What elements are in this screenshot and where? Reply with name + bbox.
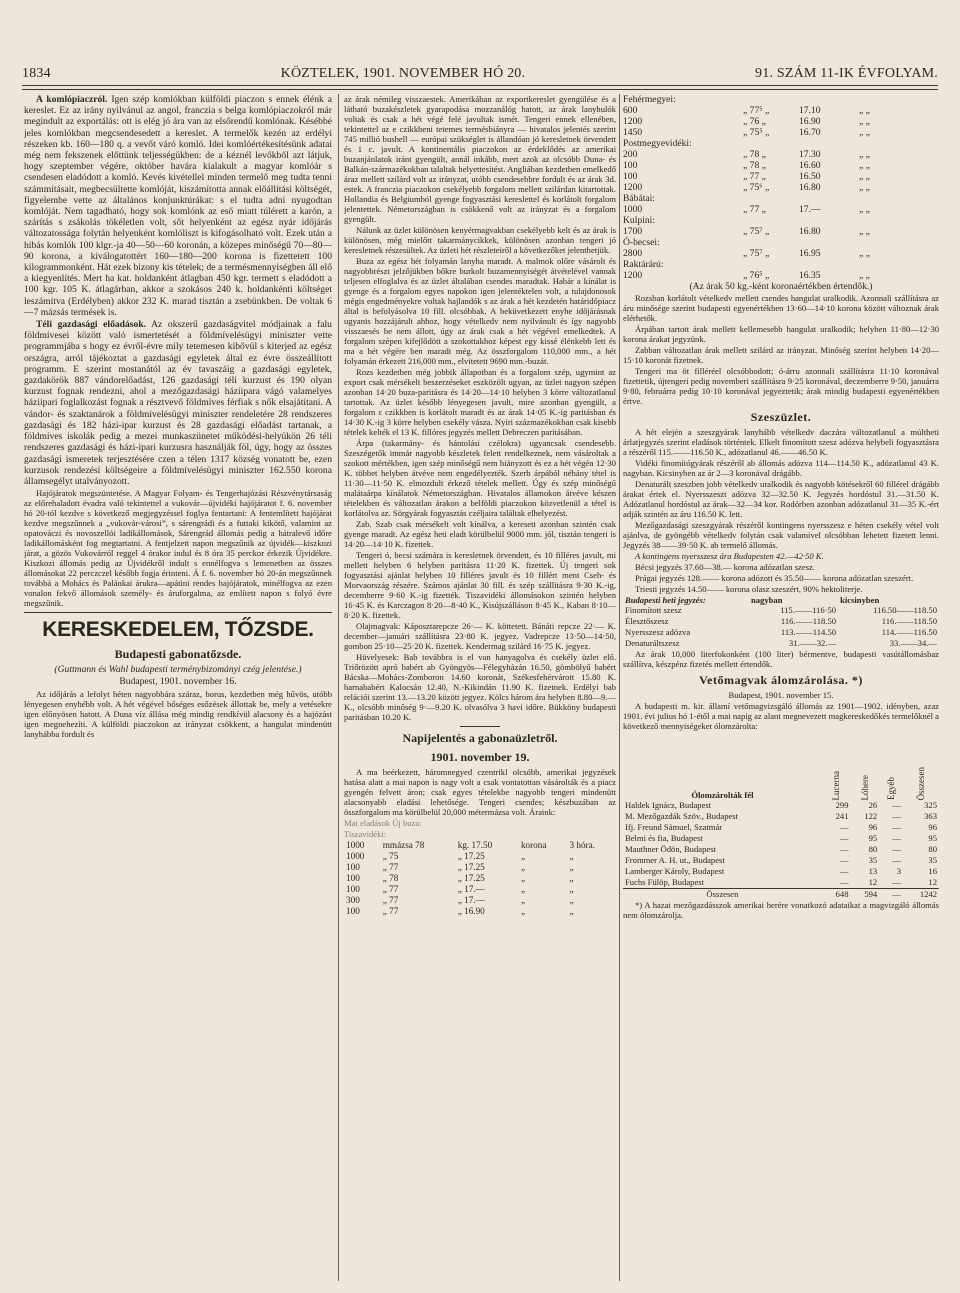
table-header-row (623, 595, 939, 605)
dealer: Frommer A. H. ut., Budapest (625, 855, 725, 866)
price-weight: „ 78 „ (743, 149, 766, 160)
price-label: Kulpini: (623, 215, 655, 226)
quantity: 100 (346, 884, 360, 894)
price-weight (743, 259, 799, 270)
page-header (22, 60, 938, 82)
table-row (623, 822, 939, 833)
price-label: 1200 (623, 182, 643, 193)
price: „ 17.25 (457, 862, 485, 872)
lucerna: — (839, 833, 849, 844)
price-value (799, 215, 859, 226)
price-row (623, 105, 939, 116)
price-row (623, 193, 939, 204)
budapest-tozsde-subtitle: (Guttmann és Wahl budapesti terménybizományi czég jelentése.) (54, 664, 302, 676)
unit-weight: „ 77 (382, 884, 399, 894)
osszesen: 96 (928, 822, 937, 833)
egyeb: — (892, 855, 901, 866)
rozs-paragraph: Rozsban korlátolt vételkedv mellett csendes hangulat uralkodik. Azonnali szállításra az áru minősége szerint budapesti egyenértékben 13·60—14·10 korona között változnak árak elérhetők. (623, 293, 939, 324)
price-row (623, 160, 939, 171)
table-row (623, 627, 939, 638)
buza-paragraph: Buza az egész hét folyamán lanyha maradt. A malmok olőre vásárolt és nagyobbrészt jelzőjükben bőkre burkolt buzamennyiségét átvételével vannak teljesen elfoglalva és az üzlet általában csendes maradtak. Habár a kínálat is gyenge és a forgalom egyes napokon igen jelentéktelen volt, a tulajdonosok mégis engedményekre voltak hajlandók s az árak a hét kezdetén határidőpiacz által is befolyásolva 10 fill. olcsóbbak. A beküvetkezett enyhe időjárásnak ugyanis hozzájárult ahhoz, hogy vételkedv nem nyilvánult és így nagyobb visszaesés be nem állott, úgy az árak csak a hét végével emelkedtek. A forgalom szépen kifejlődött a szokottakhoz képest egy kissé élénkebb lett és ma a hét végére ben maradt még. Az összforgalom 110,000 mm., a hét folyamán érkezett 216,000 mm., elvitetett 9690 mm.-buzát. (344, 256, 616, 366)
budapest-tozsde-date: Budapest, 1901. november 16. (119, 676, 237, 688)
komlo-article (24, 94, 332, 318)
osszesen: 12 (928, 877, 937, 888)
price-weight: „ 75⁷ „ (743, 248, 770, 259)
column-divider (338, 94, 339, 1281)
footnote: *) A hazai mezőgazdásszok amerikai herére vonatkozó adataikat a magvizgáló állomás nem ólomzárolja. (623, 900, 939, 921)
lucerna: 241 (835, 811, 849, 822)
price-weight: „ 75⁷ „ (743, 226, 770, 237)
price-value (799, 138, 859, 149)
price-wholesale: 113.——114.50 (780, 627, 837, 638)
price-label: 100 (623, 160, 638, 171)
col-lucerna-label: Lucerna (831, 770, 842, 801)
zab-paragraph: Zabban változatlan árak mellett szilárd az irányzat. Minőség szerint helyben 14·20—15·10 koronát fizetnek. (623, 345, 939, 366)
price-row (623, 94, 939, 105)
page-number: 1834 (22, 66, 51, 81)
product: Finomított szesz (625, 605, 682, 616)
currency: „ (520, 862, 526, 872)
lohere: 122 (864, 811, 878, 822)
egyeb: — (892, 844, 901, 855)
price-label: Raktárárú: (623, 259, 664, 270)
price-label: 600 (623, 105, 638, 116)
napijelentes-heading: Napijelentés a gabonaüzletről. (402, 731, 558, 745)
budapest-tozsde-heading: Budapesti gabonatőzsde. (114, 647, 242, 662)
issue-label: 91. SZÁM 11-IK ÉVFOLYAM. (755, 66, 938, 81)
vetomag-date: Budapest, 1901. november 15. (728, 690, 834, 701)
price-weight: „ 78 „ (743, 160, 766, 171)
price-weight: „ 76 „ (743, 116, 766, 127)
price-row (623, 138, 939, 149)
lucerna: — (839, 822, 849, 833)
price-weight (743, 237, 799, 248)
osszesen: 35 (928, 855, 937, 866)
lucerna: 299 (835, 800, 849, 811)
price-row (623, 259, 939, 270)
teli-article (24, 319, 332, 487)
col-osszesen (903, 732, 939, 800)
price-value: 17.— (799, 204, 821, 215)
tengeri-paragraph: Tengeri ma öt filléréel olcsóbbodott; ó-árru azonnali szállításra 11·10 koronával fizettetik, újtengeri pedig novemberi szállításra 9·25 koronával, deczemberre 9·50, januárra 9·80, februárra pedig 10·10 koronával jegyeztetik; árak mindig budapesti egyenértékben értve. (623, 366, 939, 407)
currency: „ (520, 851, 526, 861)
price-row (623, 237, 939, 248)
table-row (344, 873, 616, 884)
dealer: M. Mezőgazdák Szöv., Budapest (625, 811, 739, 822)
sales-heading: Mai eladások Új buza: (344, 818, 422, 828)
osszesen: 325 (924, 800, 937, 811)
price-value: 16.70 (799, 127, 821, 138)
lucerna: — (839, 844, 849, 855)
prices-note: (Az árak 50 kg.-ként koronaértékben értendők.) (689, 281, 873, 292)
dealer: Belmi és fia, Budapest (625, 833, 703, 844)
price: „ 17.— (457, 884, 485, 894)
section-heading-kereskedelem: KERESKEDELEM, TŐZSDE. (24, 612, 332, 643)
price-ditto: „ „ (859, 116, 870, 127)
column-2 (344, 94, 616, 1281)
komlo-title: A komlópiaczról. (36, 94, 108, 105)
arpa-paragraph: Árpa (takarmány- és hántolási czélokra) ugyancsak csendesebb. Szeszégetők immár nagyobb készletek felett rendelkeznek, nem vásároltak a szokott mértékben, igen szép minőségű nem hiányzott és ez a hét végén 12·30 K. többet helyben átvéve nem engedélyezték. Szerb árpából néhány tétel is 11·30—11·50 K. elmozdult érkező tételek mellett. Úgy és szép minőségű malátaárpa kínálatok Németországban. Hivatalos államokon átvéve készen tételekben és változatlan árakon a belföldi piaczokon közvetlenül a tétel is korlátolva az. Sörgyárak fogyasztás czéljaira találtak elhelyezést. (344, 438, 616, 518)
osszesen: 80 (928, 844, 937, 855)
price-row (623, 204, 939, 215)
price-row (623, 116, 939, 127)
price-label: 200 (623, 149, 638, 160)
becsi-price: Bécsi jegyzés 37.60—38.— korona adózatlan szesz. (635, 562, 815, 573)
table-row (623, 800, 939, 811)
price-ditto: „ „ (859, 160, 870, 171)
price-retail: 114.——116.50 (881, 627, 937, 638)
unit-weight: „ 77 (382, 862, 399, 872)
divider (460, 726, 500, 727)
price-value (799, 94, 859, 105)
price-label: Bábátai: (623, 193, 655, 204)
heti-title: Budapesti heti jegyzés: (625, 595, 706, 606)
price-value: 17.30 (799, 149, 821, 160)
price-row (623, 215, 939, 226)
product: Nyersszesz adózva (625, 627, 691, 638)
product: Denaturáltszesz (625, 638, 680, 649)
price-label: 1700 (623, 226, 643, 237)
dealer: Haldek Ignácz, Budapest (625, 800, 712, 811)
triesti-price: Triesti jegyzés 14.50—— korona olasz szeszért, 90% hektoliterje. (635, 584, 863, 595)
table-row (623, 844, 939, 855)
szesz-paragraph: Vidéki finomítógyárak részéről ab állomás adózva 114—114.50 K., adózatlanul 43 K. nagyban. Kicsinyben az ár 2—3 koronával drágább. (623, 458, 939, 479)
pragai-price: Prágai jegyzés 128.—— korona adózott és 35.50—— korona adózatlan szeszért. (635, 573, 914, 584)
market-paragraph: az árak némileg visszaestek. Amerikában az exportkereslet gyengülése és a látható buzakészletek gyarapodása mozzanálóg hatott, az árak lanyhulók voltak és csak a hét végé felé javultak ismét. Tengeri ennek ellenében, tekintettel az e czikkbeni tetemes termésbiányra — hivatalos jelentés szerint 745 millió bushell — európai szükséglet is állandóan jó keresletnek örvendett és 1 c. javult. A kontinentális piaczokon az érdeklődés az amerikai buzanjánlatok iránt gyengült, annál inkább, mert azok az olcsóbb Duna- és Balkán-származékokban talaltak helyettesítést. Angliában kezdetben emelkedő áraz mellett szilárd volt az irányzat, utóbb csendesebbre fordult és az árak 3d. estek. A franczia piaczokon csekélyebb forgalom mellett szilárdan kitartottak. Hollandia és Belgiumból gyenge fogyasztási kereslettel és korlátolt forgalom jelentettek. Németországban is csökkenő volt az irányzat és a forgalom gyengült. (344, 94, 616, 224)
term: „ (569, 873, 574, 883)
price-row (623, 182, 939, 193)
teli-title: Téli gazdasági előadások. (36, 319, 147, 331)
price-weight: „ 77 „ (743, 204, 766, 215)
arpa-paragraph: Árpában tartott árak mellett kellemesebb hangulat uralkodik; helyben 11·80—12·30 korona árakat jegyzünk. (623, 324, 939, 345)
price-weight: „ 76⁵ „ (743, 270, 770, 281)
price-ditto: „ „ (859, 248, 870, 259)
price-value (799, 259, 859, 270)
table-row (344, 862, 616, 873)
table-row (623, 605, 939, 616)
publication-title: KÖZTELEK, 1901. NOVEMBER HÓ 20. (280, 66, 526, 81)
price-ditto: „ „ (859, 149, 870, 160)
term: 3 hóra. (569, 840, 595, 850)
total-lohere: 594 (851, 889, 880, 901)
price-label: 2800 (623, 248, 643, 259)
price-value: 16.60 (799, 160, 821, 171)
egyeb: — (892, 833, 901, 844)
col-egyeb-label: Egyéb (886, 777, 897, 801)
komlo-text: Igen szép komlókban külföldi piaczon s ennek élénk a kereslet. Ez az irány nyilvánul az angol, franczia s belga komlópiaczokról már megindult az exportálás: ott is elég jó ára van az elsőrendű komlónak. Késébbé jeles komlókban megcsendesedett a kereslet. A termelők kezén az erdélyi részeken kb. 160—180 q. a vevőt váró komló. Idei komlóértékesítésünk adatai még nem fekszenek előttünk teljességükben: de a kéznél levőkből azt látjuk, hogy szeptember végére, október havára kialakult a magyar komlóár s csendesen eladódott a komló. Kevés kivétellel minden termelő meg tudta tenni számmításait, megbecsültette komlóját, kiszámította annak előállítási költségét, figyelembe vette az általános konjunktúrákat: s el tudta adni nyugodtan komlóját. Nem tagadható, hogy sok komlónk az eső miatt túlérett a karón, a szárítás s zsákolás tökéletlen volt, sőt helyenként az egész nyár időjárás változatossága folytán helyenként komlóliszt is kifogásolható volt. Ezek után a hibás komlók 100 klgr.-ja 40—50—60 koronán, a közepes minőségű 70—80—90 korona, a kiválogatottért 160—180—200 korona is fizettetett 100 kilogrammonként. Hát ezek bizony kis tételek; de a termésmennyiségben áll elő a kiegyenlítés. Mert ha kat. holdanként átlagban 450 kgr. termett s eladódott a 100 kgr. 105 K. átlagárban, akkor a szokásos 240 k. holdankénti költséget leszámítva (Erdélyben) akkor 232 K. marad tisztán a zsebünkben. De voltak 6—7 mázsás termések is. (24, 94, 332, 318)
hajo-article: Hajójáratok megszüntetése. A Magyar Folyam- és Tengerhajózási Részvénytársaság az előrehaladott évadra való tekintettel a vukovár—újvidéki hajójáratot f. 6. november hó 20-tól kezdve s következő megjegyzéssel foglya fentartani: A fentemlített hajójárat kezdve megszűnnek a „vukovár-városi”, s sárengrádi és a futtaki kikötő, valamint az opatováczi és novoszellói ladikállomások, Sárengrád állomás pedig a hátralevő időre ladikállomásként fog megtartatni. A fentjelzett napon megszűnik az újvidék—kiszkozi járat, a gözös Vukovárról reggel 4 órakor indul és 8 óra 35 perckor érkezik Újvidékre. Kiszkozi állomás pedig az Újvidékről indult s ennélfogva s lemenetben az összes állomásokat 22 perczczel később fogja érinteni. Á f. 6. november hó 20-án megszűnnek továbbá a Mohács és Palánkai árukra—apátini rendes hajójáratok, minélfogva az ezen vonalon fekvő állomások személy- és áruforgalma, az említett napon s folyó évre megszűnik. (24, 488, 332, 609)
price-wholesale: 115.——116·50 (780, 605, 837, 616)
term: „ (569, 862, 574, 872)
currency: „ (520, 895, 526, 905)
heti-note: Az árak 10,000 literfokonként (100 liter) bérmentve, budapesti vasútállomásbaz szállítva, készpénz fizetés mellett értendők. (623, 649, 939, 670)
market-paragraph: Nálunk az üzlet különösen kenyérmagvakban csekélyebb kelt és az árak is különösen, még mielőtt takarmánycikkek, különösen azonban tengeri jó keresletnek részesültek. Az üzleti hét részleteiről a következőket jelenthetjük. (344, 225, 616, 255)
price-ditto: „ „ (859, 127, 870, 138)
product: Élesztőszesz (625, 616, 669, 627)
price-weight (743, 138, 799, 149)
price-row (623, 226, 939, 237)
term: „ (569, 884, 574, 894)
col-osszesen-label: Összesen (915, 766, 926, 801)
price-weight: „ 77⁵ „ (743, 105, 770, 116)
quantity: 1000 (346, 840, 365, 850)
quantity: 300 (346, 895, 360, 905)
napijelentes-date: 1901. november 19. (430, 750, 530, 764)
szesz-heading: Szeszüzlet. (750, 410, 812, 425)
price: „ 17.— (457, 895, 485, 905)
column-3 (623, 94, 939, 1281)
price-ditto: „ „ (859, 171, 870, 182)
table-row (344, 906, 616, 917)
quantity: 100 (346, 906, 360, 916)
price: kg. 17.50 (457, 840, 493, 850)
total-osszesen: 1242 (903, 889, 939, 901)
quantity: 100 (346, 862, 360, 872)
unit-weight: „ 77 (382, 895, 399, 905)
price-value: 16.80 (799, 182, 821, 193)
table-row (344, 840, 616, 851)
lohere: 95 (868, 833, 878, 844)
lohere: 35 (868, 855, 878, 866)
price: „ 17.25 (457, 873, 485, 883)
price-label: 1000 (623, 204, 643, 215)
col-kicsinyben: kicsinyben (840, 595, 880, 606)
heti-jegyzes-table (623, 595, 939, 649)
zab-paragraph: Zab. Szab csak mérsékelt volt kínálva, a keresett azonban szintén csak gyenge maradt. Az egész heti eladt körülbelül 9000 mm. jól, tisztán tengeri is 14·20—14·10 K. fizettek. (344, 519, 616, 549)
price-weight (743, 215, 799, 226)
currency: korona (520, 840, 547, 850)
sales-subheading: Tiszavidéki: (344, 829, 387, 839)
price-ditto: „ „ (859, 182, 870, 193)
price-label: Ó-becsei: (623, 237, 660, 248)
lohere: 80 (868, 844, 878, 855)
price-row (623, 149, 939, 160)
price: „ 17.25 (457, 851, 485, 861)
kontingens-price: A kontingens nyersszesz ára Budapesten 42.—42·50 K. (635, 551, 824, 562)
lohere: 13 (868, 866, 878, 877)
term: „ (569, 851, 574, 861)
col-name: Ólomzárolták fél (691, 790, 754, 801)
rozs-paragraph: Rozs kezdetben még jobbik állapotban és a forgalom szép, ugymint az export csak mérsékelt beszerzéseket eszközölt ugyan, az üzlet nagyon szépen azonban 14·20 buza-paritásra és 14·20—14·10 helyben 3 körre változatlanul tartottak. Az üzlet később lényegesen javult, mire azonban gyengült, a forgalom ε czikkben is korlátolt maradt és az árak 14·05 K.-ig paritásban és 14·30 K.-ig 3 körre helyben csekély vásza. Nyíri százmazékokban csak kisebb tételek kelték el 13 K. fillóres jegyzés mellett Debreczen paritásában. (344, 367, 616, 437)
unit-weight: „ 78 (382, 873, 399, 883)
dealer: Fuchs Fülöp, Budapest (625, 877, 705, 888)
price-weight: „ 75⁵ „ (743, 127, 770, 138)
price-row (623, 171, 939, 182)
egyeb: — (892, 800, 901, 811)
price-value: 16.50 (799, 171, 821, 182)
table-row (623, 833, 939, 844)
table-row (623, 866, 939, 877)
price-ditto: „ „ (859, 270, 870, 281)
price-retail: 116.——118.50 (881, 616, 937, 627)
currency: „ (520, 884, 526, 894)
quantity: 1000 (346, 851, 365, 861)
table-total-row (623, 889, 939, 901)
olajmagvak-paragraph: Olajmagvak: Káposztarepcze 26·— K. köttetett. Bánáti repcze 22·— K. december—januári szállításra 23·80 K. jegyez. Vadrepcze 13·50—14·50, gombon 25·10—25·20 K. fizettek. Kendermag szilárd 16·75 K. jegyez. (344, 621, 616, 651)
price-ditto: „ „ (859, 105, 870, 116)
price-ditto: „ „ (859, 226, 870, 237)
price-weight: „ 75⁶ „ (743, 182, 770, 193)
price-value: 16.95 (799, 248, 821, 259)
teli-text: Az okszerű gazdaságvitel módjainak a falu földmívesei között való ismertetését a földmívelésügyi miniszter vette programmjába s hogy ez évről-évre mily tetemesen kibővül s kiterjed az egész országra, arról tájékoztat a gazdasági egyletek által ez évre összeállított programm. E szerint mostanától az év tavaszáig a gazdasági egyletek, gazdakörök 887 vándorelőadást, 126 gazdasági téli kurzust és 190 olyan kurzust fognak rendezni, ahol a mezőgazdasági háziipara vágó valamelyes háziipari foglalkozást fognak a résztvevő földmíves férfiak s nők elsajátítani. A vándor- és szaktanárok a földmívelésügyi miniszter rendeletére 28 rendszeres gazdasági és 182 házi-ipar kurzust és 28 gazdasági előadást tartanak, a földmíves iskolák pedig a mezei munkaszünetet működési-helyükön 26 téli rendszeres gazdasági és házi-ipari kurzusra használják föl, úgy, hogy az összes gazdasági ismeretek terjesztésére czen a télen 1317 község vonatott be, ezen kurzusok rendezési költségeire a földmívelésügyi miniszter 162.550 korona államsegélyt utalványozott. (24, 319, 332, 487)
header-rule (22, 85, 938, 90)
total-label: Összesen (623, 889, 822, 901)
price-weight (743, 193, 799, 204)
total-egyeb: — (879, 889, 903, 901)
osszesen: 363 (924, 811, 937, 822)
egyeb: — (892, 811, 901, 822)
osszesen: 16 (928, 866, 937, 877)
egyeb: — (892, 822, 901, 833)
unit-weight: „ 75 (382, 851, 399, 861)
price-label: Postmegyevidéki: (623, 138, 692, 149)
price-value: 16.80 (799, 226, 821, 237)
col-nagyban: nagyban (750, 595, 783, 606)
price-value: 16.90 (799, 116, 821, 127)
budapest-tozsde-text: Az időjárás a lefolyt héten nagyobbára száraz, borus, kezdetben még hűvös, utóbb lényegesen enyhébb volt. A hét végével bőséges esőzések állottak be, mely a vetésekre igen előnyösen hatott. A Duna víz állása még mindig rendkívül alacsony és a hajózást igen megnehezíti. A külföldi piaczokon az irányzat csökkent, a hangulat mindenütt lanyhábba fordult és (24, 688, 332, 739)
lohere: 12 (868, 877, 878, 888)
lohere: 26 (868, 800, 878, 811)
osszesen: 95 (928, 833, 937, 844)
dealer: Ifj. Freund Sámuel, Szatmár (625, 822, 723, 833)
tengeri-paragraph: Tengeri ó, becsi számára is keresletnek örvendett, és 10 filléres javult, mi mellett helyben 6 helyben paritásra 11·20 K. fizettek. Új tengeri sok fogyasztási ajánlat helyben 10 filléres javult és 10 fillért ment Cseh- és Morvaország részére. Számos ajánlat 30 fill. és szép szállításra 9·30 K.-ig, decemberre 9·60 K.-ig fizették. Tiszavidéki állomásokon szintén helyben 16·45 K. és Karczagon 8·20—8·40 K., Kisújszálláson 8·45 K., Kaban 8·10—8·20 K. fizettek. (344, 550, 616, 620)
price-retail: 33.——34.— (889, 638, 937, 649)
lucerna: — (839, 855, 849, 866)
price-label: 1200 (623, 270, 643, 281)
col-egyeb (879, 732, 903, 800)
table-row (344, 884, 616, 895)
egyeb: — (892, 877, 901, 888)
huvelyesek-paragraph: Hüvelyesek: Bab továbbra is el van hanyagolva és csekély üzlet elő. Triőrözött apró babért ab Gyöngyös—Félegyházán 16.50, gömbölyű babért Bácska—Mohács-Zomboron 14.60 koronát, Székesfehérvárott 15.80 K. barnababért Kalocsán 12.40, N.-Kikindán 11.90 K. fizetnek. Erdélyi bab relációi szerint 13.—13.20 között jegyez. Kölcs három ára helyben 8.80—9.— K., olcsóbb minőség 9·—9.20 K. olvasólva 3 havi időre. Bükköny budapesti paritásban 10.20 K. (344, 652, 616, 722)
price: „ 16.90 (457, 906, 485, 916)
unit-weight: „ 77 (382, 906, 399, 916)
lucerna: — (839, 877, 849, 888)
currency: „ (520, 873, 526, 883)
table-row (623, 855, 939, 866)
vetomag-heading: Vetőmagvak álomzárolása. *) (699, 673, 863, 688)
table-row (344, 895, 616, 906)
price-label: Fehérmegyei: (623, 94, 676, 105)
price-value (799, 193, 859, 204)
total-lucerna: 648 (822, 889, 851, 901)
col-lohere (851, 732, 880, 800)
price-label: 100 (623, 171, 638, 182)
price-row (623, 127, 939, 138)
price-row (623, 270, 939, 281)
lohere: 96 (868, 822, 878, 833)
szesz-paragraph: Denaturált szeszben jobb vételkedv uralkodik és nagyobb kötésekről 60 fillérel drágább árakat értek el. Nyersszeszt adózva 32—32.50 K. Jegyzés hordóstul 31.—31.50 K. Adózatlanul hordóstul az árak—32—34 kor. Rodórben azonban adózatlanul 31—35 K.-ért adják szintén az áru 116.50 K. lett. (623, 479, 939, 520)
napijelentes-text: A ma beérkezett, háromnegyed czentrikl olcsóbb, amerikai jegyzések hatása alatt a mai napon is nagy volt a csak vontatottan vásárolták és a piacz gyengén felvett áron; csak egyes tételekbe nagyobb tengeri mindenütt alacsonyabb eladási lehetősége. Tengeri csendes; készbuzában az összforgalom ma körülbelül 20,000 métermázsa volt. Áraink: (344, 767, 616, 817)
dealer: Mauthner Ödön, Budapest (625, 844, 716, 855)
price-wholesale: 31.——32.— (788, 638, 837, 649)
price-weight (743, 94, 799, 105)
egyeb: 3 (896, 866, 901, 877)
table-row (344, 851, 616, 862)
price-row (623, 248, 939, 259)
column-divider (619, 94, 620, 1281)
price-wholesale: 116.——118.50 (780, 616, 837, 627)
table-row (623, 616, 939, 627)
price-weight: „ 77 „ (743, 171, 766, 182)
term: „ (569, 906, 574, 916)
term: „ (569, 895, 574, 905)
vetomag-text: A budapesti m. kir. államí vetőmagvizsgáló állomás az 1901—1902. idényben, azaz 1901. évi julius hó 1-étől a mai napig az alant megnevezett magkereskedőkés termelőknél a következő mennyiségeket ólomzárolta: (623, 701, 939, 732)
quantity: 100 (346, 873, 360, 883)
price-value: 16.35 (799, 270, 821, 281)
col-lucerna (822, 732, 851, 800)
column-1 (24, 94, 332, 1281)
price-list (623, 94, 939, 281)
dealer: Lamberger Károly, Budapest (625, 866, 725, 877)
table-row (623, 638, 939, 649)
sales-table (344, 840, 616, 917)
lucerna: — (839, 866, 849, 877)
price-retail: 116.50——118.50 (873, 605, 937, 616)
price-ditto: „ „ (859, 204, 870, 215)
table-header-row (623, 732, 939, 800)
table-row (623, 877, 939, 889)
col-lohere-label: Lóhere (859, 774, 870, 801)
table-row (623, 811, 939, 822)
szesz-paragraph: Mezőgazdasági szeszgyárak részéről kontingens nyersszesz e héten csekély vétel volt ajánlva, de gyöngébb vételkedv folytán csak valamivel olcsóbban lehetett fizetett lenni. Jegyzés 38——39·50 K. ab termelő állomás. (623, 520, 939, 551)
price-value: 17.10 (799, 105, 821, 116)
price-label: 1450 (623, 127, 643, 138)
unit-weight: mmázsa 78 (382, 840, 425, 850)
price-label: 1200 (623, 116, 643, 127)
price-value (799, 237, 859, 248)
olomzarolas-table (623, 732, 939, 900)
szesz-paragraph: A hét elején a szeszgyárak lanyhább vételkedv daczára változatlanul a múltheti árlatjegyzés szerint eladások történtek. Elkelt finomított szesz adózva helybeli fogyasztásra a részéről 115.——116.50 K., adózatlanul 46.——46.50 K. (623, 427, 939, 458)
currency: „ (520, 906, 526, 916)
